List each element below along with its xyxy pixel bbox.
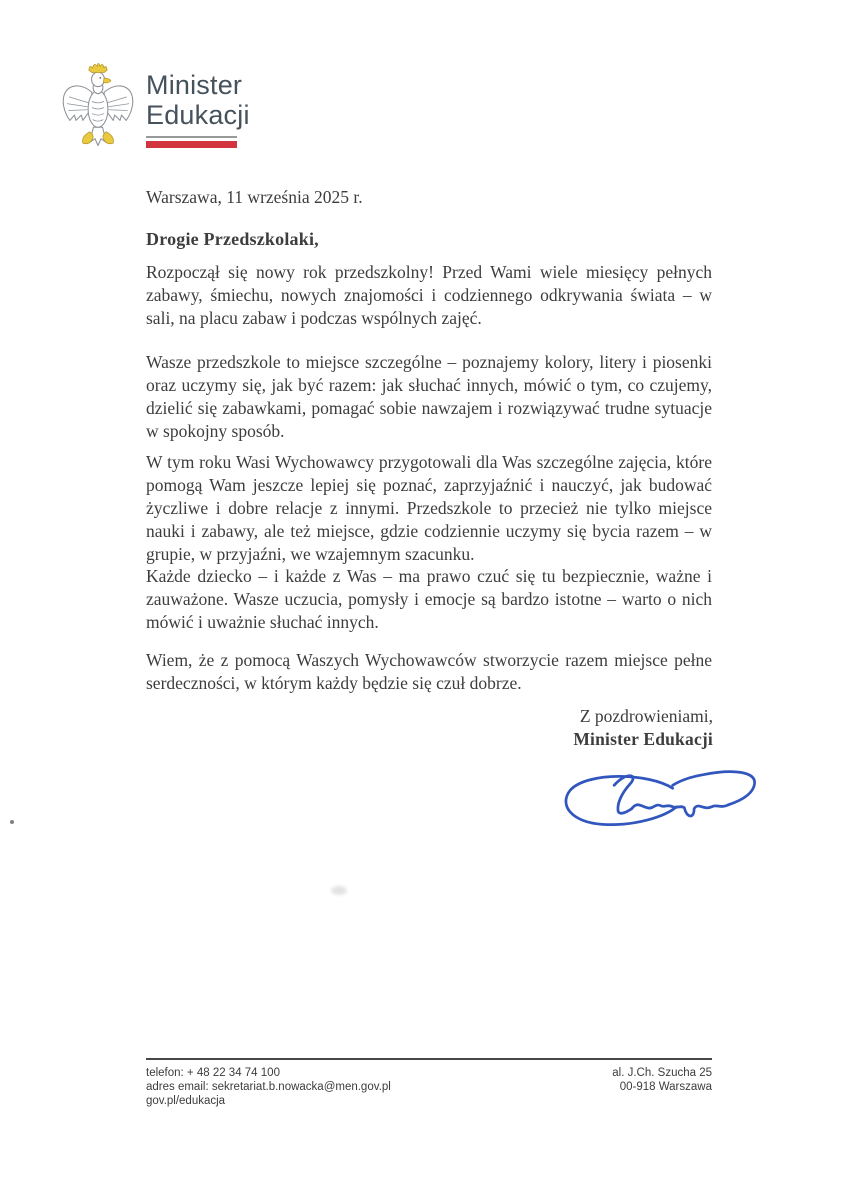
paragraph-1: Rozpoczął się nowy rok przedszkolny! Przed Wami wiele miesięcy pełnych zabawy, śmiechu, nowych znajomości i codziennego odkrywania świata – w sali, na placu zabaw i podczas wspólnych zajęć. [146,262,712,328]
footer-website: gov.pl/edukacja [146,1095,226,1107]
ministry-name-line1: Minister [146,70,243,100]
scan-smudge [331,886,347,895]
footer-address [612,1066,712,1094]
brand-underline [146,136,237,148]
dateline: Warszawa, 11 września 2025 r. [146,187,363,207]
footer-address-line2: 00-918 Warszawa [619,1081,712,1093]
paragraph-2: Wasze przedszkole to miejsce szczególne – poznajemy kolory, litery i piosenki oraz uczymy się, jak być razem: jak słuchać innych, mówić o tym, co czujemy, dzielić się zabawkami, pomagać sobie nawzajem i rozwiązywać trudne sytuacje w spokojny sposób. [146,352,712,441]
brand-underline-red [146,141,237,148]
ministry-logotype [146,70,250,130]
signer-name: Minister Edukacji [573,729,713,749]
paragraph-5: Wiem, że z pomocą Waszych Wychowawców stworzycie razem miejsce pełne serdeczności, w którym każdy będzie się czuł dobrze. [146,650,712,693]
closing-block [573,705,713,751]
paragraph-4: Każde dziecko – i każde z Was – ma prawo czuć się tu bezpiecznie, ważne i zauważone. Wasze uczucia, pomysły i emocje są bardzo istotne – warto o nich mówić i uważnie słuchać innych. [146,566,712,632]
brand-underline-gray [146,136,237,138]
closing-phrase: Z pozdrowieniami, [579,706,713,726]
footer-email: adres email: sekretariat.b.nowacka@men.gov.pl [146,1081,391,1093]
footer-address-line1: al. J.Ch. Szucha 25 [612,1067,712,1079]
footer-divider [146,1058,712,1060]
ministry-name-line2: Edukacji [146,100,250,130]
polish-eagle-emblem-icon [60,58,136,160]
scan-speck [10,820,14,824]
paragraph-3: W tym roku Wasi Wychowawcy przygotowali dla Was szczególne zajęcia, które pomogą Wam jeszcze lepiej się poznać, zaprzyjaźnić i nauczyć, jak budować życzliwe i dobre relacje z innymi. Przedszkole to przecież nie tylko miejsce nauki i zabawy, ale też miejsce, gdzie codziennie uczymy się bycia razem – w grupie, w przyjaźni, we wzajemnym szacunku. [146,452,712,564]
footer-contact [146,1066,391,1108]
handwritten-signature-icon [553,758,765,838]
salutation: Drogie Przedszkolaki, [146,229,319,249]
footer-phone: telefon: + 48 22 34 74 100 [146,1067,280,1079]
